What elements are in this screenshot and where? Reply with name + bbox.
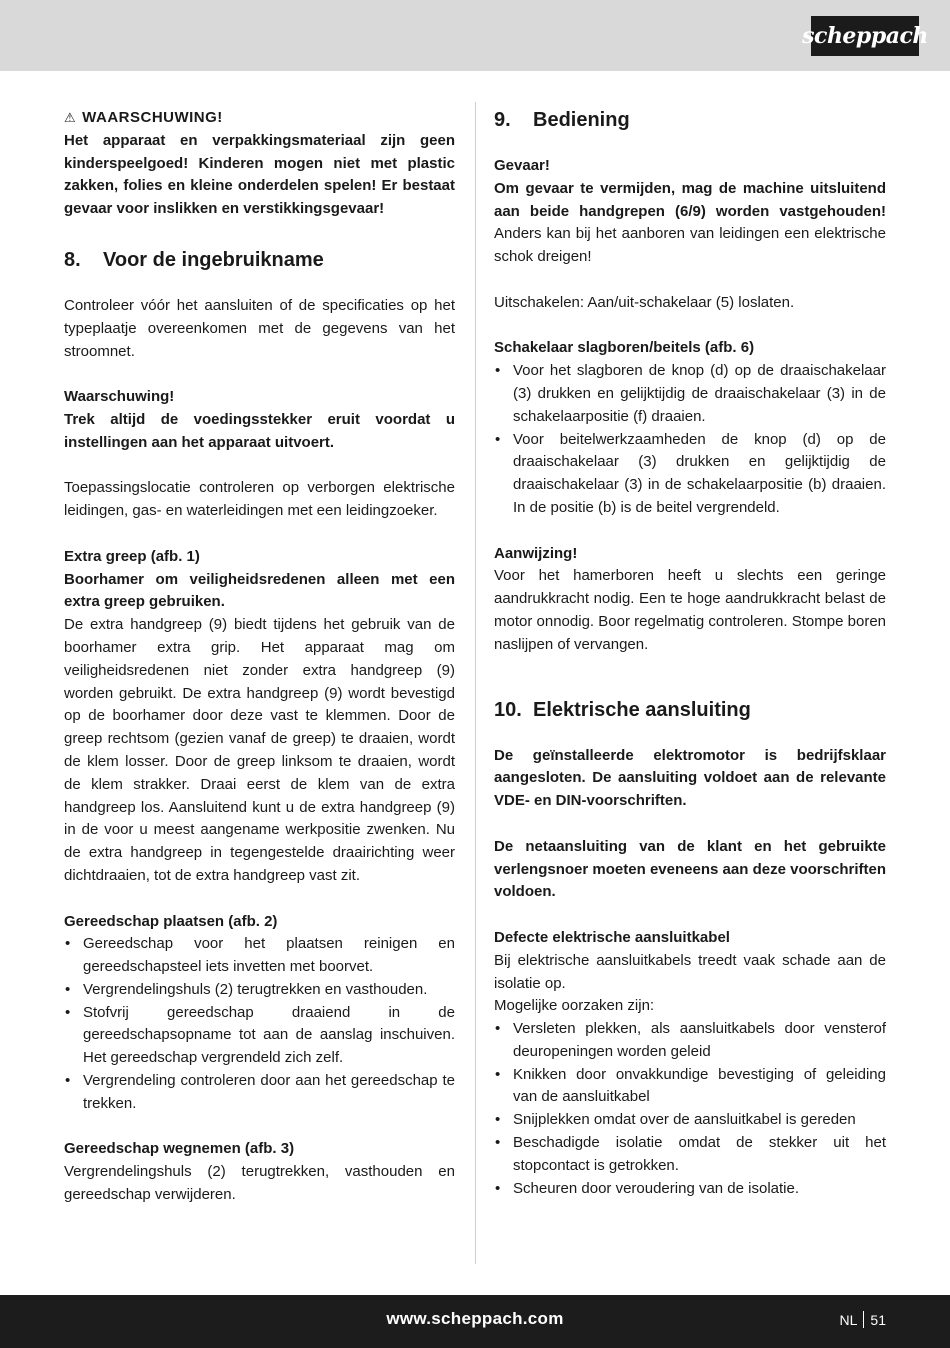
causes-list bbox=[494, 1018, 886, 1200]
section-8-intro: Controleer vóór het aansluiten of de specificaties op het typeplaatje overeenkomen met de gegevens van het stroomnet. bbox=[64, 296, 455, 360]
list-item: • Beschadigde isolatie omdat de stekker uit het stopcontact is getrokken. bbox=[494, 1132, 886, 1178]
switch-list bbox=[494, 360, 886, 520]
warning-triangle-icon: ⚠ bbox=[64, 110, 77, 125]
list-item: • Versleten plekken, als aansluitkabels door vensterof deuropeningen worden geleid bbox=[494, 1018, 886, 1064]
tool-insert-title: Gereedschap plaatsen (afb. 2) bbox=[64, 912, 278, 930]
tool-remove-title: Gereedschap wegnemen (afb. 3) bbox=[64, 1140, 295, 1158]
section-9-heading bbox=[494, 107, 886, 133]
header-band bbox=[0, 0, 950, 71]
right-column bbox=[494, 107, 886, 1200]
section-8-warning-text: Trek altijd de voedingsstekker eruit voordat u instellingen aan het apparaat uitvoert. bbox=[64, 410, 455, 451]
page-indicator bbox=[840, 1311, 886, 1328]
list-item: • Gereedschap voor het plaatsen reinigen en gereedschapsteel iets invetten met boorvet. bbox=[64, 933, 455, 979]
tool-remove-text: Vergrendelingshuls (2) terugtrekken, vasthouden en gereedschap verwijderen. bbox=[64, 1163, 455, 1204]
causes-label: Mogelijke oorzaken zijn: bbox=[494, 997, 655, 1015]
section-8-warning-label: Waarschuwing! bbox=[64, 388, 175, 406]
section-8-location-text: Toepassingslocatie controleren op verborgen elektrische leidingen, gas- en waterleidingen met een leidingzoeker. bbox=[64, 479, 455, 520]
danger-paragraph bbox=[494, 178, 886, 269]
section-9-number: 9. bbox=[494, 109, 511, 131]
section-10-statement-2: De netaansluiting van de klant en het gebruikte verlengsnoer moeten eveneens aan deze voorschriften voldoen. bbox=[494, 837, 886, 901]
extra-grip-title: Extra greep (afb. 1) bbox=[64, 547, 200, 565]
switch-off-text: Uitschakelen: Aan/uit-schakelaar (5) loslaten. bbox=[494, 293, 795, 311]
page-number: 51 bbox=[870, 1311, 886, 1328]
warning-text: Het apparaat en verpakkingsmateriaal zijn geen kinderspeelgoed! Kinderen mogen niet met plastic zakken, folies en kleine onderdelen spelen! Er bestaat gevaar voor inslikken en verstikkingsgevaar! bbox=[64, 131, 455, 218]
tool-insert-list bbox=[64, 933, 455, 1115]
list-item: • Voor het slagboren de knop (d) op de draaischakelaar (3) drukken en gelijktijdig de draaischakelaar (3) in de schakelaarpositie (f) draaien. bbox=[494, 360, 886, 428]
website-url: www.scheppach.com bbox=[386, 1309, 564, 1328]
hint-label: Aanwijzing! bbox=[494, 544, 578, 562]
section-10-number: 10. bbox=[494, 698, 522, 721]
danger-text: Anders kan bij het aanboren van leidingen een elektrische schok dreigen! bbox=[494, 225, 886, 266]
list-item: • Snijplekken omdat over de aansluitkabel is gereden bbox=[494, 1109, 886, 1132]
section-10-statement-1: De geïnstalleerde elektromotor is bedrijfsklaar aangesloten. De aansluiting voldoet aan de relevante VDE- en DIN-voorschriften. bbox=[494, 746, 886, 810]
list-item: • Stofvrij gereedschap draaiend in de gereedschapsopname tot aan de aanslag inschuiven. Het gereedschap vergrendeld zich zelf. bbox=[64, 1002, 455, 1070]
column-divider bbox=[475, 102, 476, 1264]
section-10-title: Elektrische aansluiting bbox=[533, 698, 751, 721]
footer-bar bbox=[0, 1295, 950, 1348]
section-8-number: 8. bbox=[64, 248, 81, 271]
extra-grip-warning: Boorhamer om veiligheidsredenen alleen met een extra greep gebruiken. bbox=[64, 570, 455, 611]
left-column bbox=[64, 107, 455, 1207]
section-8-heading bbox=[64, 247, 455, 273]
cable-text: Bij elektrische aansluitkabels treedt vaak schade aan de isolatie op. bbox=[494, 951, 886, 992]
danger-label: Gevaar! bbox=[494, 157, 550, 174]
list-item: • Knikken door onvakkundige bevestiging of geleiding van de aansluitkabel bbox=[494, 1064, 886, 1110]
section-8-title: Voor de ingebruikname bbox=[103, 248, 324, 271]
section-10-heading bbox=[494, 697, 886, 723]
list-item: • Scheuren door veroudering van de isolatie. bbox=[494, 1178, 886, 1201]
list-item: • Voor beitelwerkzaamheden de knop (d) op de draaischakelaar (3) drukken en gelijktijdig de draaischakelaar (3) in de schakelaarpositie (b) draaien. In de positie (b) is de beitel vergrendeld. bbox=[494, 429, 886, 520]
extra-grip-text: De extra handgreep (9) biedt tijdens het gebruik van de boorhamer extra grip. Het apparaat mag om veiligheidsredenen niet zonder extra handgreep (9) worden gebruikt. De extra handgreep (9) wordt bevestigd op de boorhamer door deze vast te klemmen. Door de greep rechtsom (gezien vanaf de greep) te draaien, wordt de klem losser. Door de greep linksom te draaien, wordt de klem strakker. Draai eerst de klem van de extra handgreep los. Aansluitend kunt u de extra handgreep (9) in de voor u meest aangename werkpositie zwenken. Nu de extra handgreep in tegengestelde draairichting weer dichtdraaien, tot de extra handgreep vast zit. bbox=[64, 616, 455, 884]
danger-bold-text: Om gevaar te vermijden, mag de machine uitsluitend aan beide handgrepen (6/9) worden vastgehouden! bbox=[494, 179, 886, 220]
warning-title: WAARSCHUWING! bbox=[82, 109, 223, 126]
switch-title: Schakelaar slagboren/beitels (afb. 6) bbox=[494, 339, 755, 357]
list-item: • Vergrendelingshuls (2) terugtrekken en vasthouden. bbox=[64, 979, 455, 1002]
language-code: NL bbox=[839, 1311, 858, 1328]
brand-logo: scheppach bbox=[811, 16, 919, 56]
hint-text: Voor het hamerboren heeft u slechts een geringe aandrukkracht nodig. Een te hoge aandrukkracht belast de motor onnodig. Boor regelmatig controleren. Stompe boren naslijpen of vervangen. bbox=[494, 567, 886, 653]
section-9-title: Bediening bbox=[533, 109, 630, 131]
list-item: • Vergrendeling controleren door aan het gereedschap te trekken. bbox=[64, 1070, 455, 1116]
warning-heading bbox=[64, 107, 455, 130]
page-separator bbox=[863, 1311, 864, 1328]
cable-title: Defecte elektrische aansluitkabel bbox=[494, 928, 730, 946]
